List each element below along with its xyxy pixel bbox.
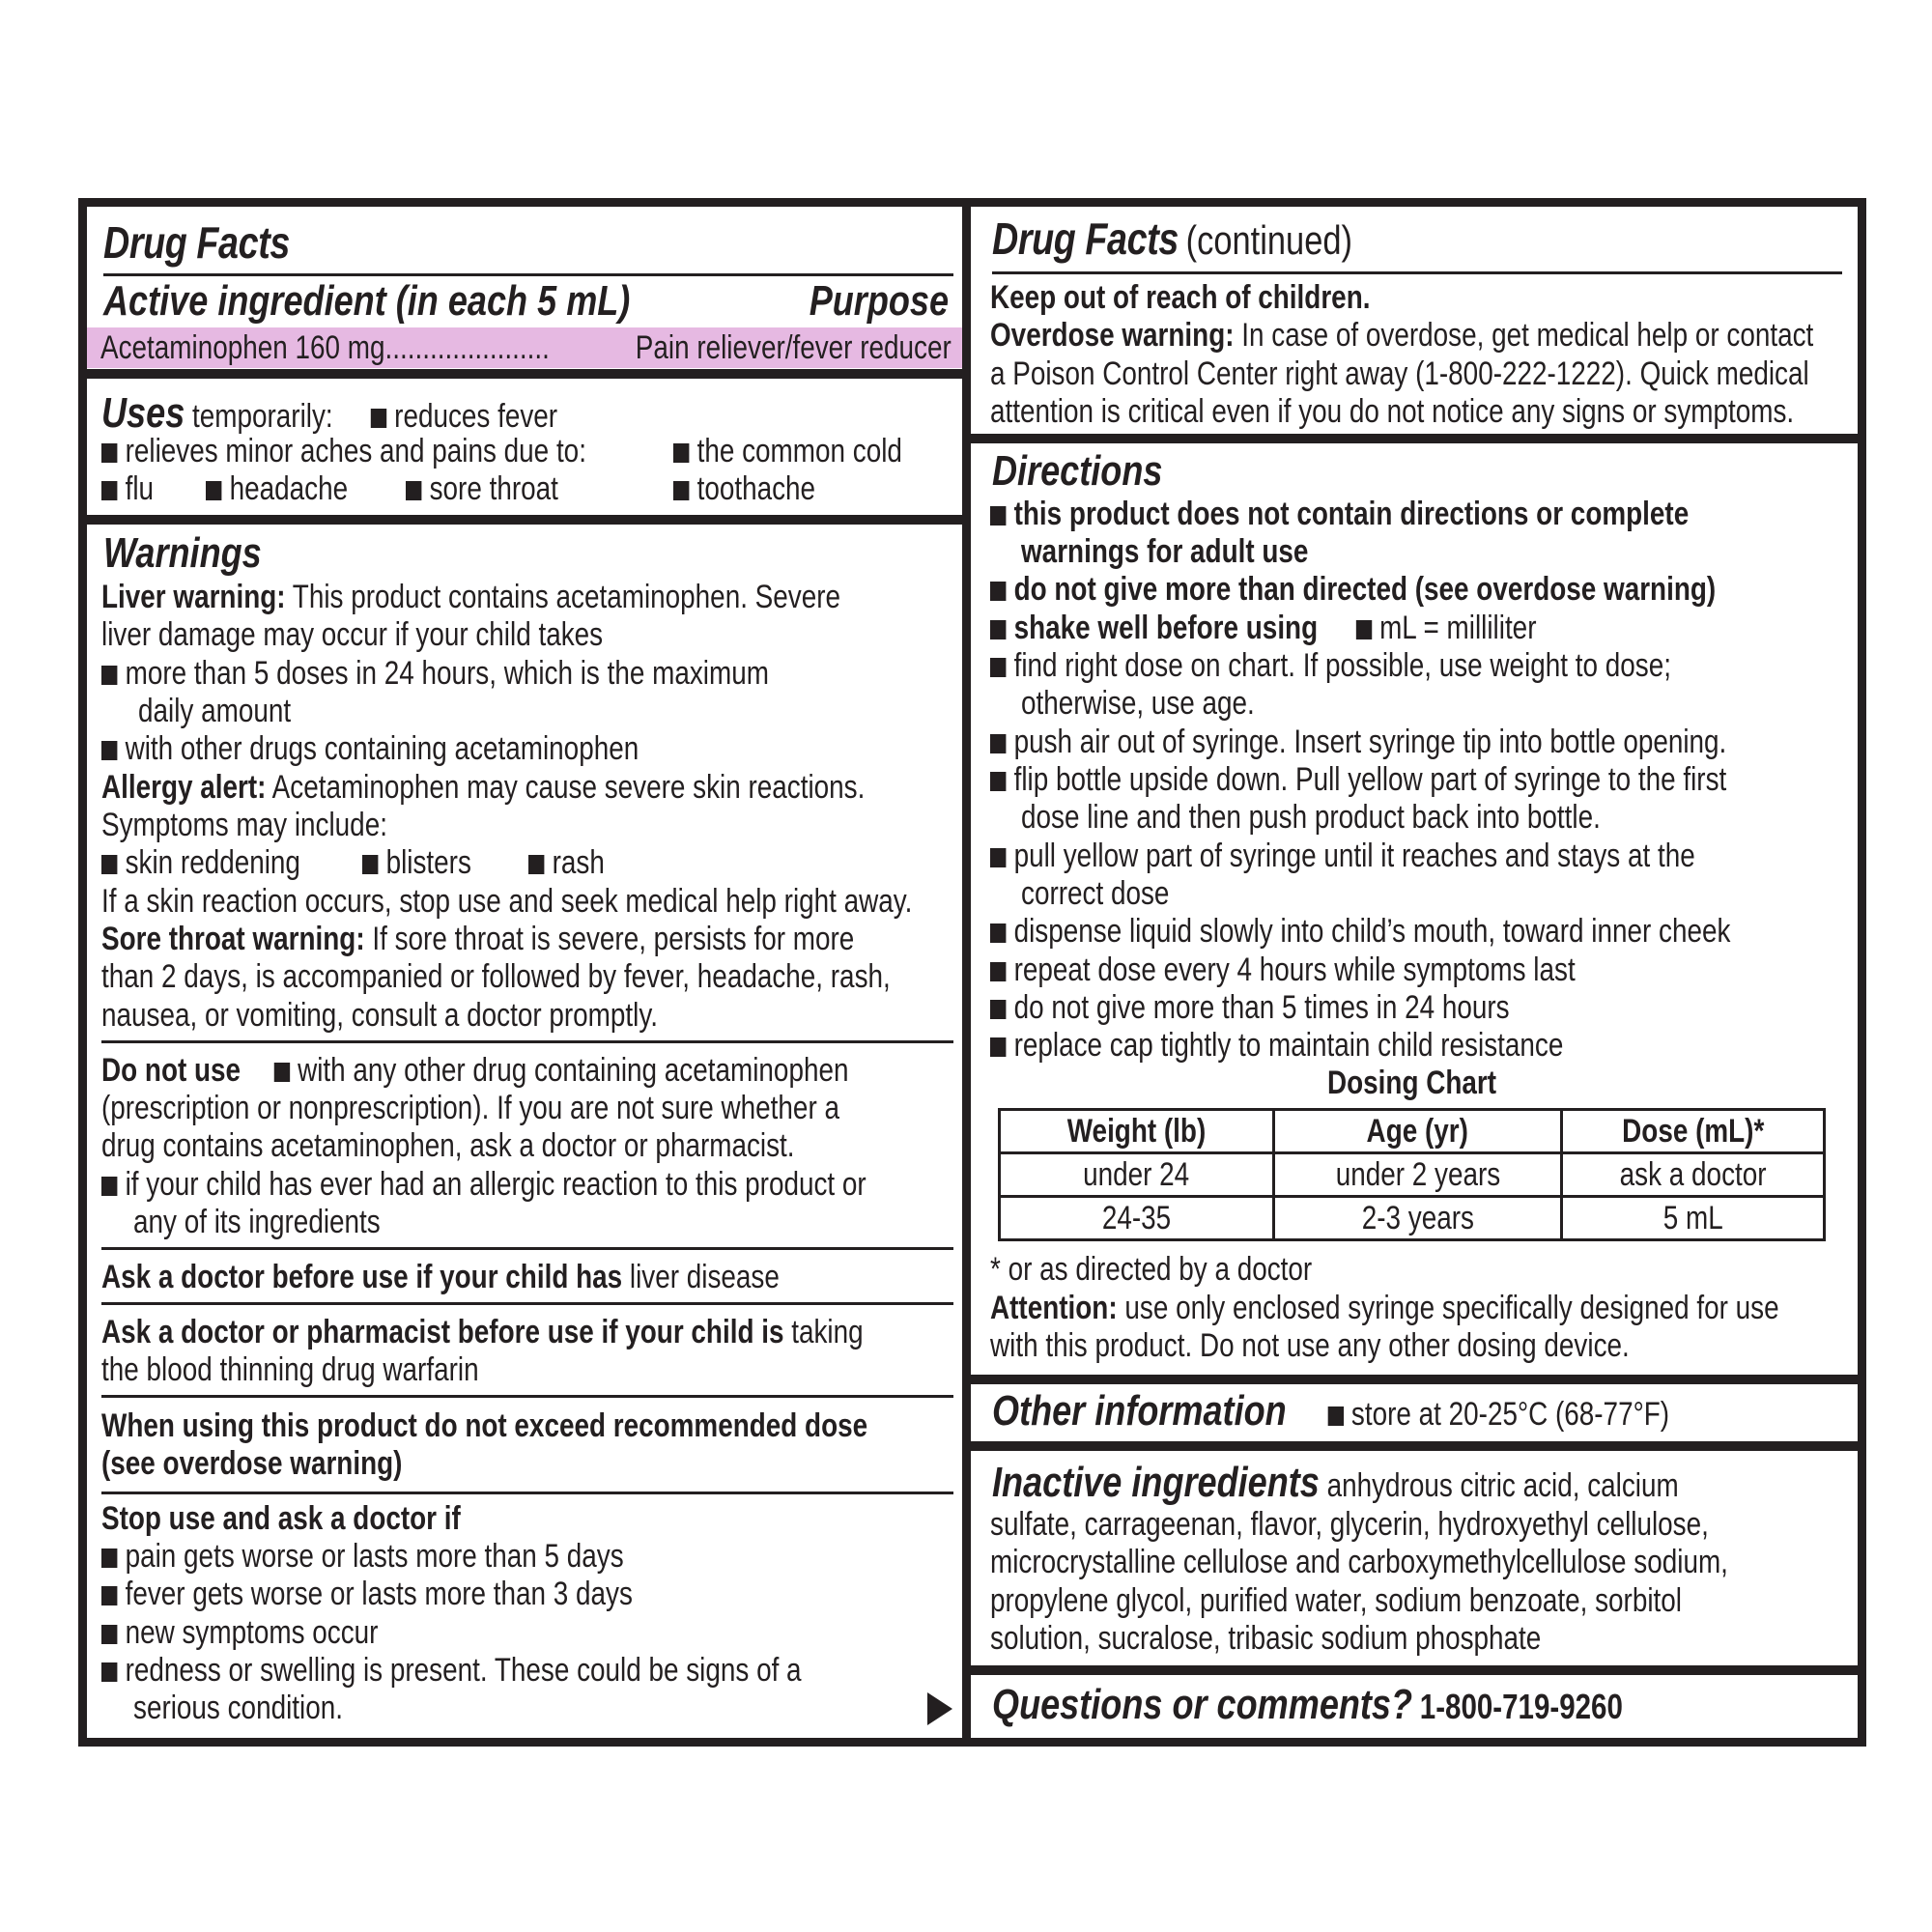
table-row — [1000, 1197, 1825, 1240]
table-cell: 5 mL — [1562, 1197, 1825, 1240]
section-bar — [967, 1665, 1866, 1675]
liver-bullet-1: more than 5 doses in 24 hours, which is the maximum — [101, 654, 769, 693]
warnings-heading: Warnings — [103, 529, 262, 577]
allergy-alert-line-1: Allergy alert: Acetaminophen may cause severe skin reactions. — [101, 769, 866, 806]
ask-doctor-line: Ask a doctor before use if your child has liver disease — [101, 1259, 780, 1295]
allergy-alert-line-2: Symptoms may include: — [101, 807, 387, 843]
direction-item-cont: warnings for adult use — [1021, 533, 1309, 570]
bullet-icon — [990, 734, 1006, 753]
inactive-ingredients-line-4: propylene glycol, purified water, sodium benzoate, sorbitol — [990, 1582, 1683, 1619]
purpose-heading: Purpose — [809, 277, 949, 325]
title-rule — [992, 271, 1842, 274]
attention-line-2: with this product. Do not use any other dosing device. — [990, 1327, 1630, 1364]
bullet-icon — [206, 481, 221, 500]
when-using-line-2: (see overdose warning) — [101, 1445, 403, 1482]
uses-flu: flu — [101, 469, 154, 508]
uses-toothache: toothache — [673, 469, 815, 508]
allergy-blisters: blisters — [362, 843, 471, 882]
section-bar — [78, 369, 967, 379]
table-row — [1000, 1153, 1825, 1197]
bullet-icon — [101, 1548, 117, 1568]
stop-use-heading: Stop use and ask a doctor if — [101, 1500, 461, 1537]
bullet-icon — [990, 1037, 1006, 1057]
direction-item-cont: otherwise, use age. — [1021, 685, 1255, 722]
overdose-line-3: attention is critical even if you do not notice any signs or symptoms. — [990, 393, 1795, 430]
allergy-skin-reddening: skin reddening — [101, 843, 300, 882]
inactive-ingredients-line-1: Inactive ingredients anhydrous citric acid, calcium — [992, 1459, 1679, 1506]
column-header: Dose (mL)* — [1562, 1110, 1825, 1153]
direction-item: push air out of syringe. Insert syringe tip into bottle opening. — [990, 723, 1726, 761]
uses-sore-throat: sore throat — [406, 469, 558, 508]
bullet-icon — [101, 1662, 117, 1682]
section-rule — [101, 1247, 953, 1250]
bullet-icon — [990, 582, 1006, 601]
active-ingredient-heading: Active ingredient (in each 5 mL) — [103, 277, 631, 325]
direction-item: flip bottle upside down. Pull yellow part of syringe to the first — [990, 760, 1726, 799]
section-bar — [967, 1375, 1866, 1384]
uses-line-2: relieves minor aches and pains due to: — [101, 432, 586, 470]
do-not-use-line-3: drug contains acetaminophen, ask a doctor or pharmacist. — [101, 1127, 795, 1164]
do-not-use-line-2: (prescription or nonprescription). If you are not sure whether a — [101, 1090, 839, 1126]
table-cell: 2-3 years — [1274, 1197, 1562, 1240]
inactive-ingredients-line-2: sulfate, carrageenan, flavor, glycerin, hydroxyethyl cellulose, — [990, 1506, 1709, 1543]
section-rule — [101, 1492, 953, 1494]
sore-throat-line-2: than 2 days, is accompanied or followed by fever, headache, rash, — [101, 958, 891, 995]
direction-item: pull yellow part of syringe until it reaches and stays at the — [990, 837, 1695, 875]
dosing-chart-title: Dosing Chart — [1327, 1065, 1497, 1101]
direction-item-cont: dose line and then push product back into bottle. — [1021, 799, 1601, 836]
direction-item-cont: correct dose — [1021, 875, 1170, 912]
column-divider — [962, 198, 971, 1747]
section-bar — [967, 434, 1866, 443]
stop-use-item: redness or swelling is present. These could be signs of a — [101, 1651, 802, 1690]
sore-throat-line-3: nausea, or vomiting, consult a doctor promptly. — [101, 997, 658, 1034]
ask-pharmacist-line-2: the blood thinning drug warfarin — [101, 1351, 479, 1388]
liver-warning-line-2: liver damage may occur if your child takes — [101, 616, 604, 653]
bullet-icon — [990, 620, 1006, 639]
questions-phone: 1-800-719-9260 — [1419, 1687, 1623, 1726]
bullet-icon — [528, 855, 544, 874]
bullet-icon — [273, 1063, 289, 1082]
bullet-icon — [673, 443, 689, 463]
do-not-use-bullet-2: if your child has ever had an allergic reaction to this product or — [101, 1165, 867, 1204]
liver-bullet-2: with other drugs containing acetaminophen — [101, 729, 639, 768]
uses-line-1: Uses temporarily: reduces fever — [101, 389, 558, 437]
table-cell: 24-35 — [1000, 1197, 1274, 1240]
column-header: Age (yr) — [1274, 1110, 1562, 1153]
inactive-ingredients-line-5: solution, sucralose, tribasic sodium phosphate — [990, 1620, 1542, 1657]
direction-item: do not give more than 5 times in 24 hours — [990, 988, 1510, 1027]
active-ingredient-purpose: Pain reliever/fever reducer — [636, 329, 952, 366]
section-rule — [101, 1302, 953, 1305]
title-rule — [103, 273, 953, 276]
table-cell: under 2 years — [1274, 1153, 1562, 1197]
bullet-icon — [990, 772, 1006, 791]
direction-item: dispense liquid slowly into child’s mouth, toward inner cheek — [990, 912, 1730, 951]
section-rule — [101, 1395, 953, 1398]
do-not-use-line-1: Do not use with any other drug containing acetaminophen — [101, 1052, 849, 1089]
bullet-icon — [101, 481, 117, 500]
continued-title: Drug Facts (continued) — [992, 213, 1352, 264]
bullet-icon — [990, 962, 1006, 981]
direction-item: replace cap tightly to maintain child resistance — [990, 1026, 1563, 1065]
overdose-line-2: a Poison Control Center right away (1-800-222-1222). Quick medical — [990, 355, 1809, 392]
keep-out-of-reach: Keep out of reach of children. — [990, 279, 1371, 316]
sore-throat-line-1: Sore throat warning: If sore throat is severe, persists for more — [101, 921, 855, 957]
column-header: Weight (lb) — [1000, 1110, 1274, 1153]
directions-heading: Directions — [992, 447, 1163, 495]
bullet-icon — [406, 481, 421, 500]
allergy-alert-line-3: If a skin reaction occurs, stop use and seek medical help right away. — [101, 883, 913, 920]
bullet-icon — [990, 658, 1006, 677]
overdose-line-1: Overdose warning: In case of overdose, get medical help or contact — [990, 317, 1814, 354]
section-rule — [101, 1040, 953, 1043]
inactive-ingredients-line-3: microcrystalline cellulose and carboxymethylcellulose sodium, — [990, 1544, 1728, 1580]
bullet-icon — [1327, 1406, 1343, 1426]
bullet-icon — [362, 855, 378, 874]
direction-item: shake well before using mL = milliliter — [990, 609, 1536, 647]
table-cell: under 24 — [1000, 1153, 1274, 1197]
bullet-icon — [990, 1000, 1006, 1019]
bullet-icon — [101, 666, 117, 685]
stop-use-item-cont: serious condition. — [133, 1690, 343, 1726]
stop-use-item: new symptoms occur — [101, 1613, 378, 1652]
bullet-icon — [1355, 620, 1371, 639]
bullet-icon — [990, 923, 1006, 943]
bullet-icon — [990, 506, 1006, 526]
section-bar — [967, 1441, 1866, 1451]
bullet-icon — [101, 443, 117, 463]
dosing-footnote: * or as directed by a doctor — [990, 1251, 1313, 1288]
bullet-icon — [371, 409, 386, 428]
uses-headache: headache — [206, 469, 348, 508]
bullet-icon — [101, 741, 117, 760]
bullet-icon — [101, 1586, 117, 1605]
table-header-row — [1000, 1110, 1825, 1153]
direction-item: do not give more than directed (see overdose warning) — [990, 570, 1716, 609]
liver-bullet-1-cont: daily amount — [138, 693, 292, 729]
table-cell: ask a doctor — [1562, 1153, 1825, 1197]
bullet-icon — [673, 481, 689, 500]
other-information: Other information store at 20-25°C (68-77°F) — [992, 1387, 1670, 1435]
bullet-icon — [101, 1625, 117, 1644]
attention-line-1: Attention: use only enclosed syringe specifically designed for use — [990, 1290, 1779, 1326]
ask-pharmacist-line-1: Ask a doctor or pharmacist before use if your child is taking — [101, 1314, 864, 1350]
stop-use-item: pain gets worse or lasts more than 5 days — [101, 1537, 624, 1576]
direction-item: find right dose on chart. If possible, use weight to dose; — [990, 646, 1671, 685]
title: Drug Facts — [103, 217, 290, 268]
bullet-icon — [101, 855, 117, 874]
section-bar — [78, 515, 967, 525]
bullet-icon — [101, 1177, 117, 1196]
when-using-line-1: When using this product do not exceed recommended dose — [101, 1407, 868, 1444]
dosing-chart-table — [998, 1108, 1826, 1241]
do-not-use-bullet-2-cont: any of its ingredients — [133, 1204, 381, 1240]
questions-line: Questions or comments? 1-800-719-9260 — [992, 1681, 1623, 1728]
allergy-rash: rash — [528, 843, 605, 882]
bullet-icon — [990, 848, 1006, 867]
uses-common-cold: the common cold — [673, 432, 902, 470]
stop-use-item: fever gets worse or lasts more than 3 days — [101, 1575, 633, 1613]
liver-warning-line-1: Liver warning: This product contains acetaminophen. Severe — [101, 579, 841, 615]
direction-item: repeat dose every 4 hours while symptoms last — [990, 951, 1576, 989]
active-ingredient-name: Acetaminophen 160 mg...................... — [100, 329, 550, 366]
direction-item: this product does not contain directions or complete — [990, 495, 1689, 533]
continue-arrow-icon — [927, 1692, 952, 1725]
